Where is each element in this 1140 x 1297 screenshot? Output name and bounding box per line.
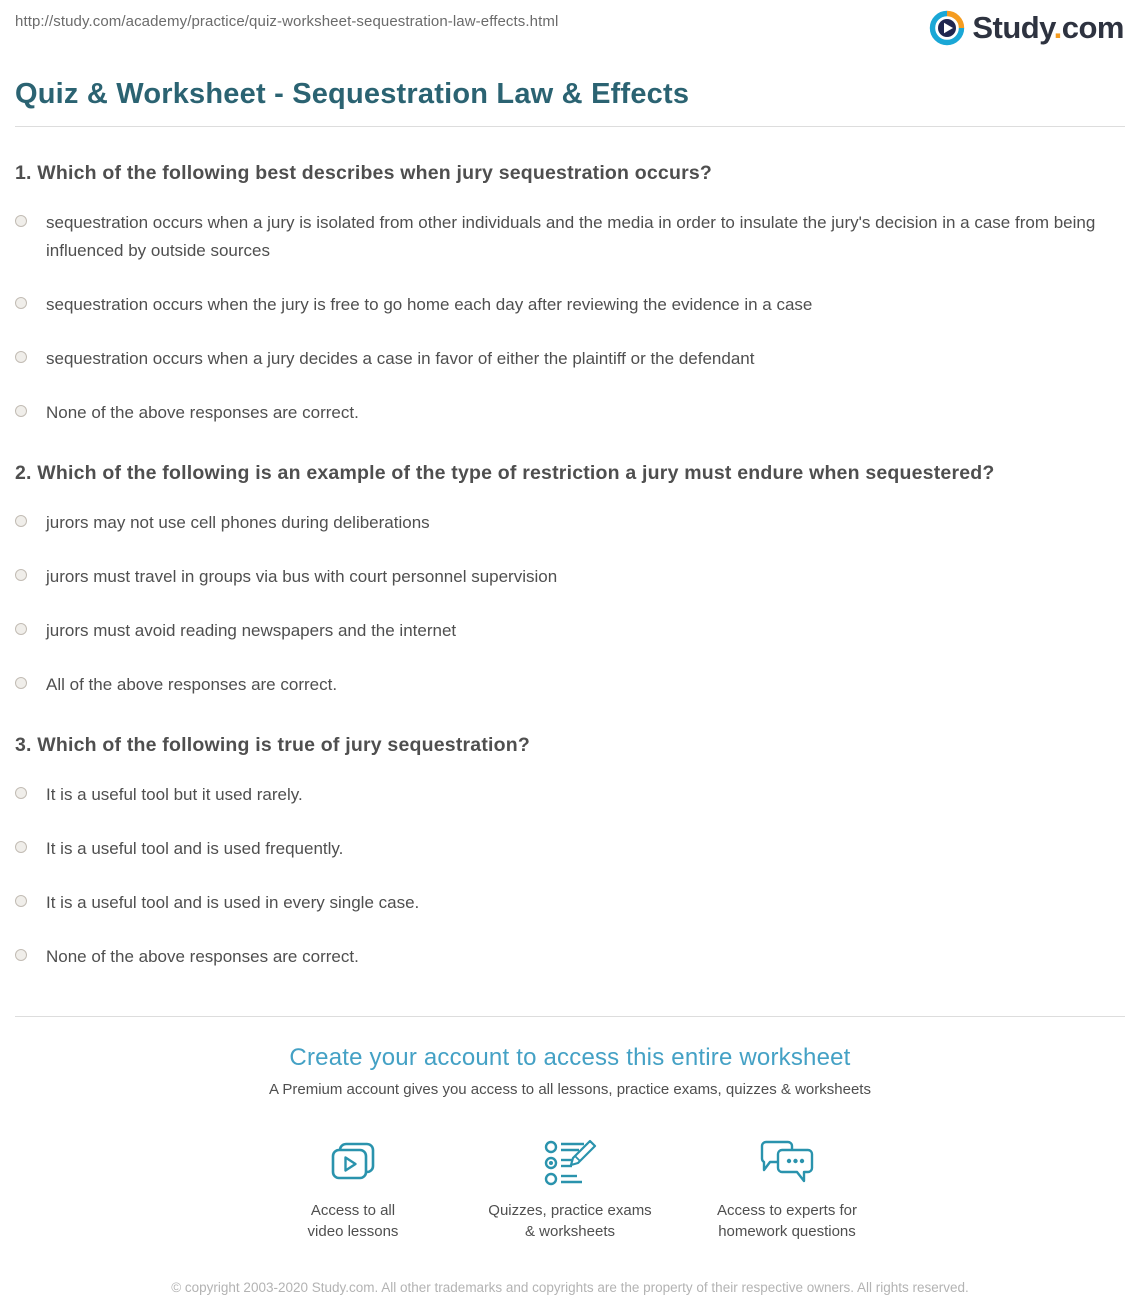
radio-button[interactable] [15,215,27,227]
option-label[interactable]: sequestration occurs when a jury decides a case in favor of either the plaintiff or the defendant [46,349,755,368]
cta-title[interactable]: Create your account to access this entire worksheet [289,1044,851,1071]
option-label[interactable]: None of the above responses are correct. [46,403,359,422]
question-3-heading: 3. Which of the following is true of jury sequestration? [15,734,530,756]
option-label[interactable]: It is a useful tool but it used rarely. [46,785,303,804]
option-label[interactable]: It is a useful tool and is used frequently. [46,839,344,858]
question-2-option-4[interactable] [15,671,1125,699]
radio-button[interactable] [15,677,27,689]
page-title: Quiz & Worksheet - Sequestration Law & Effects [15,78,690,110]
question-3-option-1[interactable] [15,781,1125,809]
feature-label: Access to experts for homework questions [716,1202,858,1240]
feature-label: Quizzes, practice exams & worksheets [488,1202,652,1240]
question-2-option-1[interactable] [15,509,1125,537]
option-label[interactable]: All of the above responses are correct. [46,675,338,694]
question-2-heading: 2. Which of the following is an example of the type of restriction a jury must endure when sequestered? [15,462,995,484]
question-1-option-3[interactable] [15,345,1125,373]
radio-button[interactable] [15,841,27,853]
radio-button[interactable] [15,297,27,309]
option-label[interactable]: It is a useful tool and is used in every single case. [46,893,420,912]
radio-button[interactable] [15,515,27,527]
radio-button[interactable] [15,623,27,635]
copyright-notice: © copyright 2003-2020 Study.com. All other trademarks and copyrights are the property of their respective owners. All rights reserved. [171,1280,969,1295]
question-3-option-2[interactable] [15,835,1125,863]
question-1-option-2[interactable] [15,291,1125,319]
option-label[interactable]: sequestration occurs when a jury is isolated from other individuals and the media in order to insulate the jury's decision in a case from being influenced by outside sources [46,213,1096,260]
feature-quizzes-worksheets [462,1138,679,1242]
radio-button[interactable] [15,405,27,417]
features-row [0,1138,1140,1242]
radio-button[interactable] [15,949,27,961]
page-url: http://study.com/academy/practice/quiz-worksheet-sequestration-law-effects.html [15,13,559,30]
question-2-option-2[interactable] [15,563,1125,591]
question-1-option-4[interactable] [15,399,1125,427]
feature-label: Access to all video lessons [307,1202,399,1240]
radio-button[interactable] [15,351,27,363]
option-label[interactable]: jurors must avoid reading newspapers and the internet [46,621,457,640]
option-label[interactable]: jurors may not use cell phones during deliberations [46,513,430,532]
question-3-option-4[interactable] [15,943,1125,971]
cta-subtitle: A Premium account gives you access to all lessons, practice exams, quizzes & worksheets [269,1081,871,1098]
logo-wordmark: Study.com [972,10,1124,45]
question-2 [15,462,1125,699]
quizzes-worksheets-icon [542,1138,598,1188]
question-3 [15,734,1125,971]
question-1-option-1[interactable] [15,209,1125,265]
video-lessons-icon [327,1138,379,1188]
cta-divider [15,1016,1125,1017]
experts-chat-icon [756,1138,818,1188]
option-label[interactable]: None of the above responses are correct. [46,947,359,966]
feature-homework-experts [679,1138,896,1242]
radio-button[interactable] [15,569,27,581]
option-label[interactable]: jurors must travel in groups via bus with court personnel supervision [46,567,558,586]
feature-video-lessons [245,1138,462,1242]
title-divider [15,126,1125,127]
option-label[interactable]: sequestration occurs when the jury is free to go home each day after reviewing the evidence in a case [46,295,813,314]
header [0,0,1140,52]
question-1-heading: 1. Which of the following best describes when jury sequestration occurs? [15,162,713,184]
study-logo[interactable] [929,10,1124,46]
question-3-option-3[interactable] [15,889,1125,917]
radio-button[interactable] [15,895,27,907]
play-badge-icon [929,10,965,46]
question-1 [15,162,1125,427]
radio-button[interactable] [15,787,27,799]
question-2-option-3[interactable] [15,617,1125,645]
